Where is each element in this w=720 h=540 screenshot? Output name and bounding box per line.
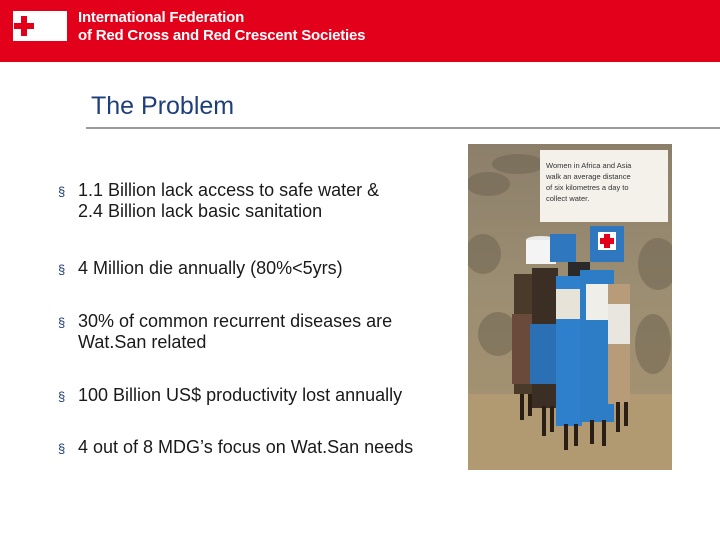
title-divider <box>86 127 720 129</box>
bullet-marker: § <box>58 315 66 330</box>
red-crescent-icon <box>41 14 53 38</box>
bullet-line: 100 Billion US$ productivity lost annually <box>78 385 403 405</box>
bullet-marker: § <box>58 262 66 277</box>
bullet-line: 30% of common recurrent diseases are <box>78 311 393 331</box>
bullet-marker: § <box>58 184 66 199</box>
org-name-line1: International Federation <box>78 9 245 26</box>
red-cross-icon <box>14 16 34 36</box>
photo-caption-line: of six kilometres a day to <box>546 183 629 192</box>
bullet-text <box>78 311 458 353</box>
slide-title: The Problem <box>91 92 235 120</box>
photo-caption-line: collect water. <box>546 194 590 203</box>
bullet-marker: § <box>58 441 66 456</box>
photo-caption-line: Women in Africa and Asia <box>546 161 632 170</box>
bullet-line: Wat.San related <box>78 332 207 352</box>
water-carriers-photo <box>468 144 672 470</box>
header-banner <box>0 0 720 62</box>
org-name-line2: of Red Cross and Red Crescent Societies <box>78 27 366 44</box>
bullet-line: 4 out of 8 MDG’s focus on Wat.San needs <box>78 437 414 457</box>
bullet-line: 1.1 Billion lack access to safe water & <box>78 180 380 200</box>
bullet-marker: § <box>58 389 66 404</box>
bullet-text <box>78 437 458 458</box>
bullet-text <box>78 258 458 279</box>
bullet-text <box>78 385 458 406</box>
bullet-line: 2.4 Billion lack basic sanitation <box>78 201 323 221</box>
organization-name <box>78 9 365 45</box>
photo-caption-line: walk an average distance <box>546 172 631 181</box>
red-cross-crescent-logo <box>11 9 69 43</box>
bullet-line: 4 Million die annually (80%<5yrs) <box>78 258 343 278</box>
bullet-text <box>78 180 458 222</box>
